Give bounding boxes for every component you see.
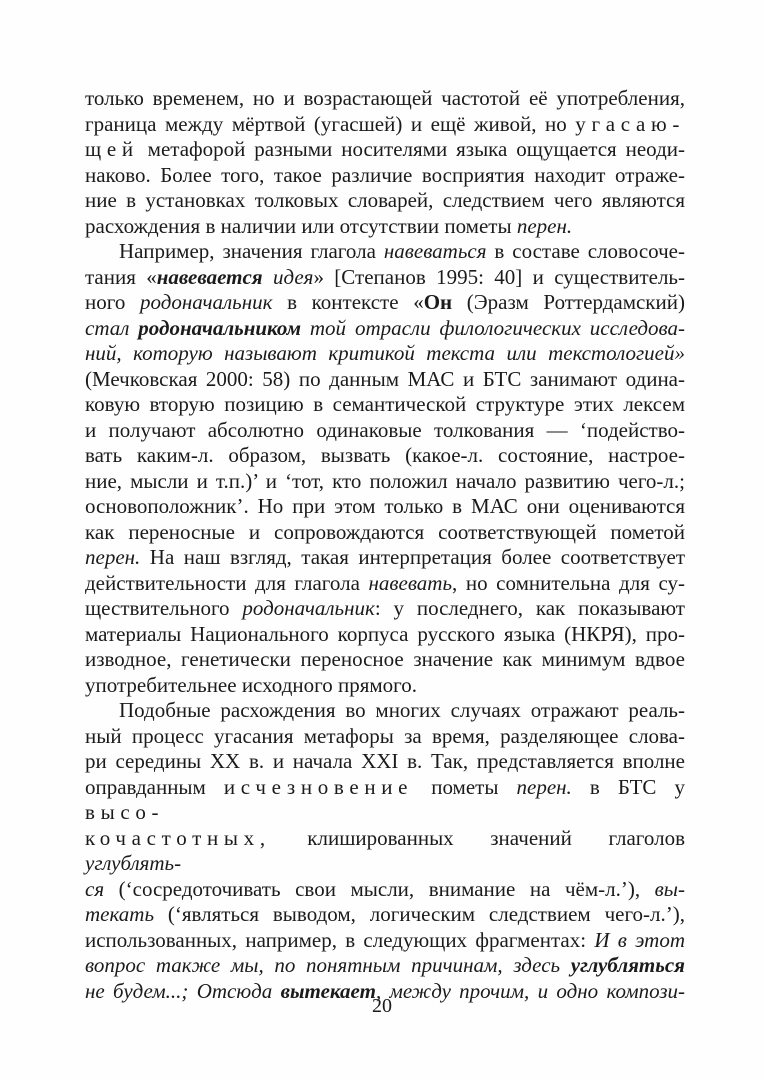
text-run: , но сомнительна для су-: [452, 570, 685, 595]
text-run: тания «: [85, 264, 157, 289]
text-run-i: вопрос также мы, по понятным причинам, здесь: [85, 953, 571, 977]
text-line: [85, 953, 685, 979]
text-run: граница между мёртвой (угасшей) и ещё живой, но: [85, 111, 576, 136]
paragraph: [85, 239, 685, 698]
text-run-sp: угасаю-: [575, 111, 685, 136]
text-run: основоположник’. Но при этом только в МАС они оцениваются: [85, 494, 685, 518]
text-run-bi: родоначальником: [138, 315, 301, 340]
text-line: [85, 902, 685, 928]
text-run: ного: [85, 290, 140, 314]
text-line: [85, 163, 685, 189]
text-run: ри середины XX в. и начала XXI в. Так, представляется вполне: [85, 749, 685, 773]
text-run: Подобные расхождения во многих случаях отражают реаль-: [119, 698, 685, 722]
paragraph: [85, 698, 685, 1004]
text-run-i: перен.: [516, 774, 572, 799]
text-line: [85, 86, 685, 112]
text-run: » [Степанов 1995: 40] и существитель-: [313, 264, 685, 289]
text-run: пометы: [413, 774, 517, 799]
text-run-bi: углубляться: [570, 953, 685, 977]
text-line: [85, 596, 685, 622]
text-run-sp: кочастотных,: [85, 825, 271, 850]
text-run-i: И в этот: [594, 927, 685, 952]
text-run-i: перен.: [85, 545, 141, 569]
text-run: как переносные и сопровождаются соответствующей пометой: [85, 519, 685, 544]
text-run: (‘являться выводом, логическим следствием чего-л.’),: [154, 902, 685, 926]
text-line: [85, 877, 685, 903]
text-run-i: ний, которую называют критикой текста или текстологией»: [85, 341, 685, 365]
text-run: действительности для глагола: [85, 570, 369, 595]
text-run-i: ся: [85, 876, 105, 901]
text-run: расхождения в наличии или отсутствии пометы: [85, 213, 517, 238]
text-run: оправданным: [85, 774, 224, 799]
text-line: [85, 290, 685, 316]
text-line: [85, 265, 685, 291]
text-run-sp: высо-: [85, 800, 165, 824]
text-run: (Эразм Роттердамский): [452, 290, 685, 314]
text-line: [85, 137, 685, 163]
text-line: [85, 826, 685, 877]
text-line: [85, 571, 685, 597]
text-run-b: Он: [423, 290, 453, 314]
text-run: ние в установках толковых словарей, следствием чего являются: [85, 188, 685, 212]
text-block: [85, 86, 685, 1004]
text-run-i: навеваться: [383, 239, 487, 263]
text-run-i: идея: [272, 264, 314, 289]
text-run: изводное, генетически переносное значение как минимум вдвое: [85, 647, 685, 671]
text-run: (‘сосредоточивать свои мысли, внимание на чём-л.’),: [104, 876, 655, 901]
text-run: в контексте «: [272, 290, 424, 314]
text-run: наково. Более того, такое различие восприятия находит отраже-: [85, 162, 685, 187]
text-line: [85, 367, 685, 393]
text-line: [85, 775, 685, 826]
text-run: ние, мысли и т.п.)’ и ‘тот, кто положил начало развитию чего-л.;: [85, 468, 685, 493]
text-run: вать каким-л. образом, вызвать (какое-л. состояние, настрое-: [85, 443, 685, 467]
text-run: Например, значения глагола: [119, 239, 384, 263]
text-line: [85, 392, 685, 418]
text-line: [85, 214, 685, 240]
page-number: 20: [372, 995, 392, 1017]
text-run-i: не будем...; Отсюда: [85, 978, 281, 1003]
text-line: [85, 494, 685, 520]
text-line: [85, 239, 685, 265]
text-line: [85, 622, 685, 648]
text-line: [85, 112, 685, 138]
text-run-bi: вытекает: [280, 978, 376, 1003]
text-run: материалы Национального корпуса русского языка (НКРЯ), про-: [85, 621, 685, 646]
text-line: [85, 928, 685, 954]
text-run: ществительного: [85, 596, 243, 620]
text-run-sp: исчезновение: [223, 774, 414, 799]
text-line: [85, 443, 685, 469]
text-line: [85, 418, 685, 444]
text-line: [85, 749, 685, 775]
text-run: употребительнее исходного прямого.: [85, 672, 417, 697]
text-run-i: стал: [85, 315, 139, 340]
text-line: [85, 698, 685, 724]
text-run: ный процесс угасания метафоры за время, разделяющее слова-: [85, 723, 685, 748]
text-run: в БТС у: [571, 774, 685, 799]
text-run: : у последнего, как показывают: [374, 596, 685, 620]
text-line: [85, 341, 685, 367]
text-run-i: навевать: [368, 570, 453, 595]
text-run-bi: навевается: [156, 264, 263, 289]
text-run-i: родоначальник: [242, 596, 375, 620]
text-line: [85, 188, 685, 214]
text-line: [85, 469, 685, 495]
text-run-i: перен.: [516, 213, 573, 238]
text-run-i: , между прочим, и одно компози-: [375, 978, 686, 1003]
text-run: в составе словосоче-: [486, 239, 685, 263]
text-run-i: вы-: [654, 876, 685, 901]
text-run-i: углублять-: [85, 851, 182, 875]
text-line: [85, 647, 685, 673]
text-run-i: той отрасли филологических исследова-: [301, 315, 685, 340]
text-run: ковую вторую позицию в семантической структуре этих лексем: [85, 392, 685, 416]
text-run: клишированных значений глаголов: [270, 825, 685, 850]
text-run-i: родоначальник: [139, 290, 273, 314]
text-line: [85, 520, 685, 546]
text-run-sp: щей: [85, 137, 139, 161]
text-line: [85, 673, 685, 699]
text-line: [85, 545, 685, 571]
text-run: метафорой разными носителями языка ощущается неоди-: [138, 137, 685, 161]
text-run: только временем, но и возрастающей частотой её употребления,: [85, 86, 685, 110]
text-run: На наш взгляд, такая интерпретация более соответствует: [140, 545, 685, 569]
paragraph: [85, 86, 685, 239]
text-run: [263, 265, 273, 289]
text-run: и получают абсолютно одинаковые толкования — ‘подейство-: [85, 417, 685, 442]
text-run: использованных, например, в следующих фрагментах:: [85, 927, 595, 952]
text-run-i: текать: [85, 902, 155, 926]
text-run: (Мечковская 2000: 58) по данным МАС и БТС занимают одина-: [85, 366, 685, 391]
text-line: [85, 724, 685, 750]
text-line: [85, 316, 685, 342]
